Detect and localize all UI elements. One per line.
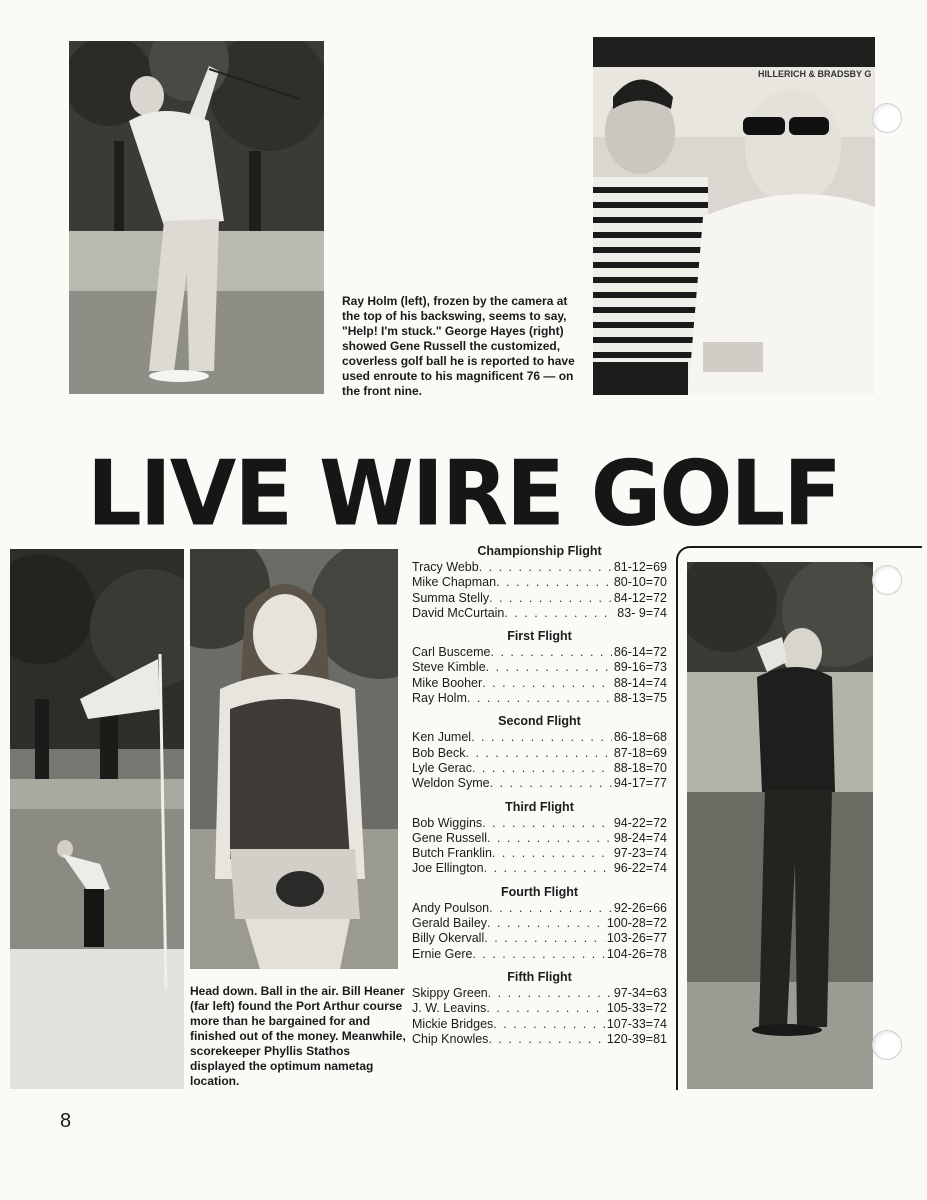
- player-name: Skippy Green: [412, 985, 488, 1000]
- page-number: 8: [60, 1110, 72, 1132]
- player-name: Gerald Bailey: [412, 916, 488, 931]
- score-row: [412, 1032, 667, 1047]
- flight-title: Championship Flight: [477, 544, 602, 558]
- player-score: 88-14=74: [613, 675, 667, 690]
- player-name: Bob Wiggins: [412, 815, 483, 830]
- photo-hayes-and-russell: [593, 37, 875, 395]
- player-name: Carl Busceme: [412, 645, 491, 660]
- binder-hole-middle: [872, 565, 902, 595]
- caption-top: Ray Holm (left), frozen by the camera at the top of his backswing, seems to say, "Help! I'm stuck." George Hayes (right) showed Gene Russell the customized, coverless golf ball he is reported to have used enroute to his magnificent 76 — on the front nine.: [342, 294, 575, 398]
- score-row: [412, 660, 667, 675]
- player-score: 97-23=74: [613, 846, 667, 861]
- flight-title: First Flight: [507, 629, 572, 644]
- flight-title: Fifth Flight: [507, 969, 572, 984]
- photo-ray-holm-backswing: [69, 41, 324, 394]
- score-row: [412, 901, 667, 916]
- frame-rule-left: [676, 560, 678, 1090]
- player-score: 120-39=81: [606, 1031, 667, 1046]
- player-name: Ernie Gere: [412, 946, 473, 961]
- flight-fifth: [412, 970, 667, 1047]
- player-name: Andy Poulson: [412, 900, 490, 915]
- player-name: Tracy Webb: [412, 560, 479, 574]
- score-row: [412, 746, 667, 761]
- flight-title: Third Flight: [505, 799, 574, 814]
- player-name: Summa Stelly: [412, 590, 490, 605]
- player-name: Ray Holm: [412, 691, 467, 706]
- binder-hole-bottom: [872, 1030, 902, 1060]
- player-name: J. W. Leavins: [412, 1001, 487, 1016]
- score-row: [412, 575, 667, 590]
- score-row: [412, 1017, 667, 1032]
- score-row: [412, 861, 667, 876]
- player-score: 87-18=69: [613, 745, 667, 760]
- frame-rule-top: [690, 546, 922, 548]
- player-score: 104-26=78: [606, 946, 667, 961]
- player-score: 81-12=69: [613, 560, 667, 574]
- player-name: Joe Ellington: [412, 861, 484, 876]
- player-name: David McCurtain: [412, 605, 505, 620]
- score-row: [412, 591, 667, 606]
- player-score: 86-14=72: [613, 645, 667, 660]
- player-score: 92-26=66: [613, 900, 667, 915]
- caption-bottom: Head down. Ball in the air. Bill Heaner (far left) found the Port Arthur course more than he bargained for and finished out of the money. Meanwhile, scorekeeper Phyllis Stathos displayed the optimum nametag location.: [190, 984, 406, 1088]
- scoreboard-text: HILLERICH & BRADSBY G: [758, 69, 872, 79]
- score-row: [412, 947, 667, 962]
- player-score: 97-34=63: [613, 985, 667, 1000]
- flight-title: Fourth Flight: [500, 884, 579, 899]
- photo-golfer-follow-through: [687, 562, 873, 1089]
- score-row: [412, 691, 667, 706]
- score-row: [412, 776, 667, 791]
- player-name: Gene Russell: [412, 830, 488, 845]
- player-score: 94-17=77: [613, 776, 667, 791]
- player-score: 88-18=70: [613, 760, 667, 775]
- score-row: [412, 916, 667, 931]
- player-name: Mike Booher: [412, 675, 483, 690]
- flight-third: [412, 800, 667, 877]
- player-score: 83- 9=74: [617, 605, 667, 620]
- player-score: 80-10=70: [613, 575, 667, 590]
- player-name: Bob Beck: [412, 745, 466, 760]
- player-score: 94-22=72: [613, 815, 667, 830]
- page-headline: LIVE WIRE GOLF: [86, 441, 841, 547]
- flight-championship: [412, 544, 667, 621]
- score-row: [412, 761, 667, 776]
- score-row: [412, 931, 667, 946]
- score-row: [412, 986, 667, 1001]
- player-score: 103-26=77: [606, 931, 667, 946]
- player-score: 105-33=72: [606, 1001, 667, 1016]
- score-row: [412, 831, 667, 846]
- score-row: [412, 816, 667, 831]
- score-row: [412, 676, 667, 691]
- binder-hole-top: [872, 103, 902, 133]
- player-score: 89-16=73: [613, 660, 667, 675]
- player-score: 100-28=72: [606, 916, 667, 931]
- player-name: Lyle Gerac: [412, 760, 472, 775]
- player-name: Butch Franklin: [412, 846, 492, 861]
- player-name: Ken Jumel: [412, 730, 472, 745]
- player-score: 86-18=68: [613, 730, 667, 745]
- player-score: 107-33=74: [606, 1016, 667, 1031]
- player-name: Mike Chapman: [412, 575, 497, 590]
- player-name: Chip Knowles: [412, 1031, 489, 1046]
- photo-phyllis-stathos: [190, 549, 398, 969]
- flight-title: Second Flight: [498, 714, 581, 729]
- player-score: 98-24=74: [613, 830, 667, 845]
- flight-first: [412, 629, 667, 706]
- player-name: Weldon Syme: [412, 776, 490, 791]
- player-score: 88-13=75: [613, 691, 667, 706]
- score-row: [412, 560, 667, 575]
- flight-second: [412, 714, 667, 791]
- player-name: Mickie Bridges: [412, 1016, 494, 1031]
- score-row: [412, 846, 667, 861]
- score-row: [412, 606, 667, 621]
- flight-results: [412, 544, 667, 1055]
- flight-fourth: [412, 885, 667, 962]
- photo-bill-heaner-flag: [10, 549, 184, 1089]
- player-score: 96-22=74: [613, 861, 667, 876]
- player-name: Billy Okervall: [412, 931, 485, 946]
- player-name: Steve Kimble: [412, 660, 486, 675]
- score-row: [412, 1001, 667, 1016]
- score-row: [412, 645, 667, 660]
- score-row: [412, 730, 667, 745]
- player-score: 84-12=72: [613, 590, 667, 605]
